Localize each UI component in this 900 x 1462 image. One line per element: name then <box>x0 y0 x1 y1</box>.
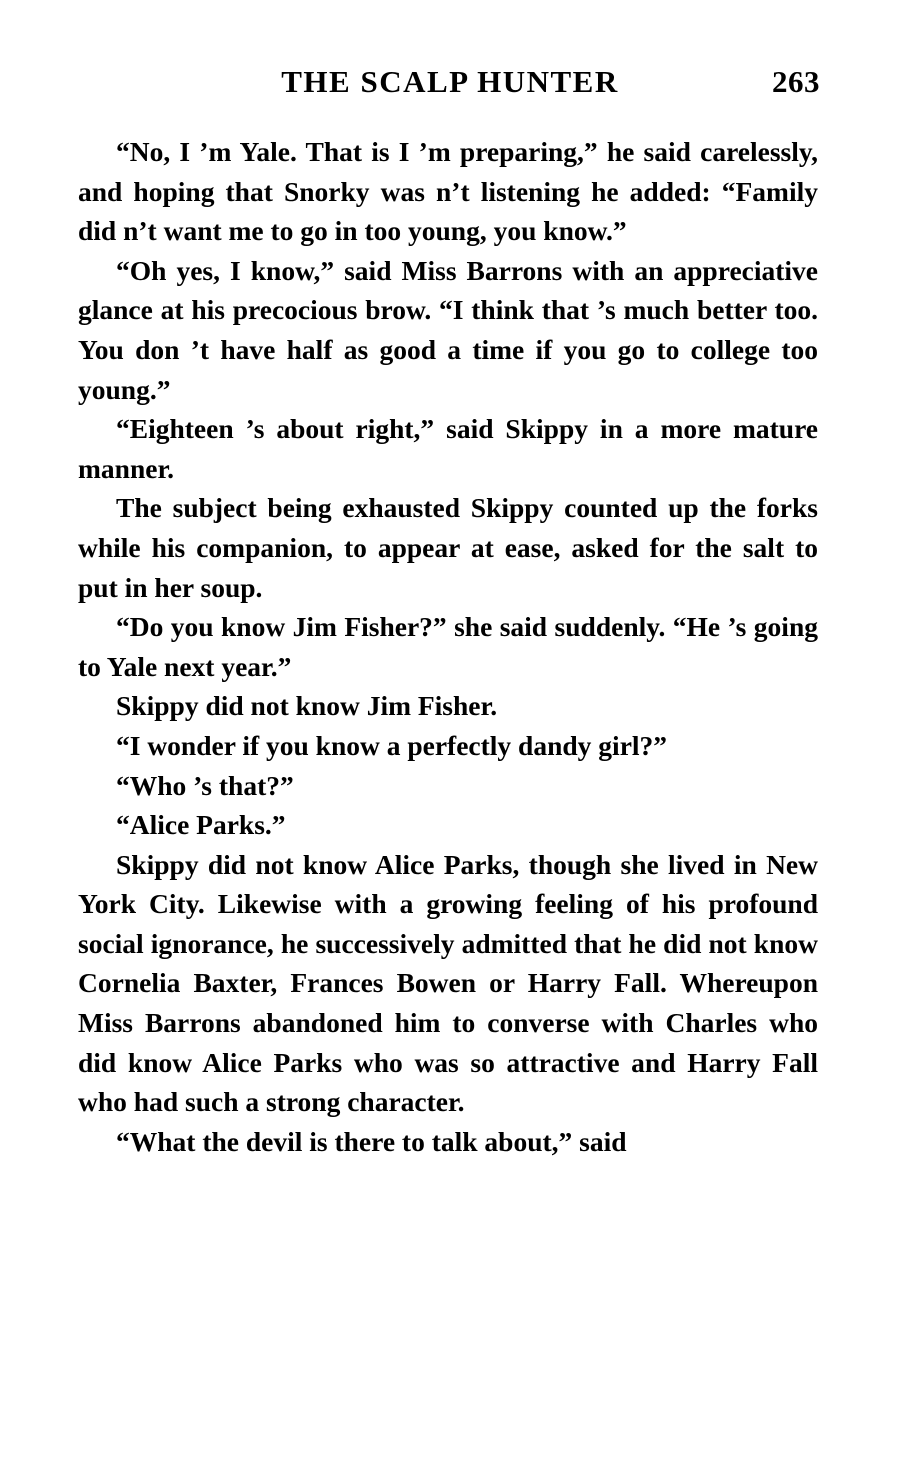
body-text <box>78 132 818 1161</box>
page-number: 263 <box>772 64 820 99</box>
running-head <box>0 64 900 108</box>
paragraph: “Who ’s that?” <box>116 769 294 801</box>
paragraph: “Alice Parks.” <box>116 809 286 841</box>
paragraph: “I wonder if you know a perfectly dandy girl?” <box>116 729 668 761</box>
paragraph: Skippy did not know Alice Parks, though she lived in New York City. Likewise with a growing feeling of his profound social ignorance, he successively admitted that he did not know Cornelia Baxter, Frances Bowen or Harry Fall. Whereupon Miss Barrons abandoned him to converse with Charles who did know Alice Parks who was so attractive and Harry Fall who had such a strong character. <box>78 848 818 1118</box>
paragraph: “Do you know Jim Fisher?” she said suddenly. “He ’s going to Yale next year.” <box>78 611 818 682</box>
paragraph: The subject being exhausted Skippy counted up the forks while his companion, to appear at ease, asked for the salt to put in her soup. <box>78 492 818 603</box>
paragraph: Skippy did not know Jim Fisher. <box>116 690 498 722</box>
paragraph: “What the devil is there to talk about,” said <box>116 1125 627 1157</box>
paragraph: “No, I ’m Yale. That is I ’m preparing,” he said carelessly, and hoping that Snorky was n’t listening he added: “Family did n’t want me to go in too young, you know.” <box>78 136 818 247</box>
paragraph: “Oh yes, I know,” said Miss Barrons with an appreciative glance at his precocious brow. “I think that ’s much better too. You don ’t have half as good a time if you go to college too young.” <box>78 254 818 405</box>
paragraph: “Eighteen ’s about right,” said Skippy in a more mature manner. <box>78 413 818 484</box>
page-title: THE SCALP HUNTER <box>281 64 619 99</box>
